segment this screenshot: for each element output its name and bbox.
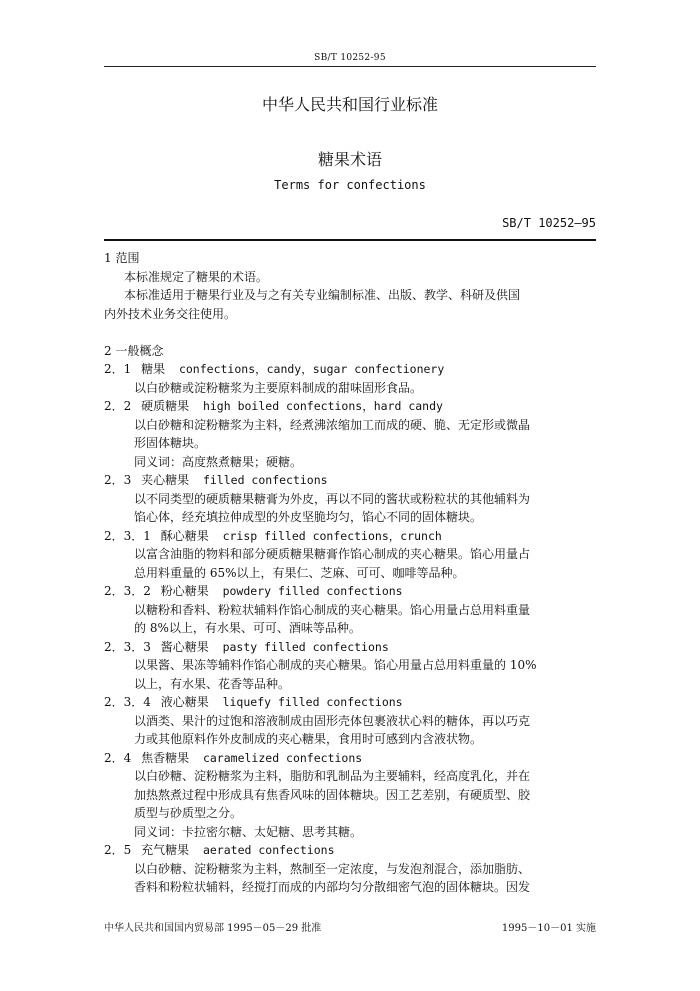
standard-number: SB/T 10252—95 <box>502 216 596 230</box>
definition-line: 以白砂糖和淀粉糖浆为主料，经煮沸浓缩加工而成的硬、脆、无定形或微晶 <box>134 417 531 432</box>
definition-line: 加热熬煮过程中形成具有焦香风味的固体糖块。因工艺差别，有硬质型、胶 <box>134 787 531 802</box>
definition-line: 馅心体，经充填拉伸成型的外皮坚脆均匀，馅心不同的固体糖块。 <box>134 510 483 524</box>
definition-line: 形固体糖块。 <box>134 436 207 450</box>
definition-line: 的 8%以上，有水果、可可、酒味等品种。 <box>134 621 361 635</box>
term-heading <box>104 397 596 416</box>
term-heading <box>104 582 596 601</box>
term-heading <box>104 841 596 860</box>
term-cn: 充气糖果 <box>141 843 190 857</box>
synonym-line: 同义词：高度熬煮糖果；硬糖。 <box>134 454 303 469</box>
term-cn: 酱心糖果 <box>160 639 209 654</box>
term-number: 2．5 <box>104 843 132 857</box>
term-en: powdery filled confections <box>222 584 403 598</box>
term-number: 2．1 <box>104 362 132 376</box>
running-header-code: SB/T 10252-95 <box>314 53 386 63</box>
synonym-line: 同义词：卡拉密尔糖、太妃糖、思考其糖。 <box>134 824 363 839</box>
section-heading: 1 范围 <box>104 251 140 265</box>
definition-line: 以不同类型的硬质糖果糖膏为外皮，再以不同的酱状或粉粒状的其他辅料为 <box>134 491 531 506</box>
term-en: pasty filled confections <box>222 639 389 654</box>
term-number: 2．3．3 <box>104 639 151 654</box>
term-en: aerated confections <box>202 843 335 857</box>
document-body <box>104 249 596 897</box>
definition-line: 以白砂糖、淀粉糖浆为主料，脂肪和乳制品为主要辅料，经高度乳化，并在 <box>134 769 531 783</box>
definition-line: 以上，有水果、花香等品种。 <box>134 676 291 691</box>
term-number: 2．4 <box>104 750 132 765</box>
approval-date: 中华人民共和国国内贸易部 1995－05－29 批准 <box>104 923 322 934</box>
paragraph-line: 本标准规定了糖果的术语。 <box>124 269 269 284</box>
title-rule <box>104 239 596 241</box>
term-number: 2．3．2 <box>104 584 151 598</box>
term-heading <box>104 638 596 657</box>
header-rule <box>104 66 596 67</box>
term-en: caramelized confections <box>202 750 363 765</box>
term-cn: 硬质糖果 <box>141 399 190 413</box>
term-heading <box>104 693 596 712</box>
definition-line: 香料和粉粒状辅料，经搅打而成的内部均匀分散细密气泡的固体糖块。因发 <box>134 880 531 894</box>
standard-title-cn: 糖果术语 <box>317 150 382 169</box>
definition-line: 以酒类、果汁的过饱和溶液制成由固形壳体包裹液状心料的糖体，再以巧克 <box>134 713 531 728</box>
definition-line: 以糖粉和香料、粉粒状辅料作馅心制成的夹心糖果。馅心用量占总用料重量 <box>134 602 531 617</box>
section-heading: 2 一般概念 <box>104 343 164 358</box>
term-heading <box>104 360 596 379</box>
term-cn: 粉心糖果 <box>160 584 209 598</box>
term-number: 2．3 <box>104 473 132 487</box>
implementation-date: 1995－10－01 实施 <box>501 923 596 934</box>
term-cn: 酥心糖果 <box>160 528 209 543</box>
term-cn: 焦香糖果 <box>141 750 190 765</box>
term-heading <box>104 527 596 546</box>
definition-line: 以白砂糖或淀粉糖浆为主要原料制成的甜味固形食品。 <box>134 380 423 395</box>
definition-line: 以白砂糖、淀粉糖浆为主料，熬制至一定浓度，与发泡剂混合，添加脂肪、 <box>134 861 531 876</box>
issuing-org-title: 中华人民共和国行业标准 <box>261 95 438 114</box>
term-en: filled confections <box>202 473 328 487</box>
spacer <box>104 323 596 342</box>
term-number: 2．3．1 <box>104 528 151 543</box>
term-en: liquefy filled confections <box>222 695 403 709</box>
definition-line: 以富含油脂的物料和部分硬质糖果糖膏作馅心制成的夹心糖果。馅心用量占 <box>134 547 531 561</box>
term-cn: 液心糖果 <box>160 695 209 709</box>
term-heading <box>104 471 596 490</box>
definition-line: 总用料重量的 65%以上，有果仁、芝麻、可可、咖啡等品种。 <box>134 565 465 580</box>
paragraph-line: 本标准适用于糖果行业及与之有关专业编制标准、出版、教学、科研及供国 <box>124 288 521 302</box>
term-cn: 糖果 <box>141 362 166 376</box>
term-en: high boiled confections，hard candy <box>202 399 443 413</box>
term-number: 2．2 <box>104 399 132 413</box>
definition-line: 力或其他原料作外皮制成的夹心糖果，食用时可感到内含液状物。 <box>134 732 483 746</box>
term-en: crisp filled confections，crunch <box>222 528 442 543</box>
definition-line: 以果酱、果冻等辅料作馅心制成的夹心糖果。馅心用量占总用料重量的 10% <box>134 658 537 672</box>
term-cn: 夹心糖果 <box>141 473 190 487</box>
standard-title-en: Terms for confections <box>274 178 426 192</box>
term-number: 2．3．4 <box>104 695 151 709</box>
term-heading <box>104 749 596 768</box>
definition-line: 质型与砂质型之分。 <box>134 806 243 820</box>
term-en: confections，candy，sugar confectionery <box>178 362 445 376</box>
paragraph-line: 内外技术业务交往使用。 <box>104 306 237 321</box>
